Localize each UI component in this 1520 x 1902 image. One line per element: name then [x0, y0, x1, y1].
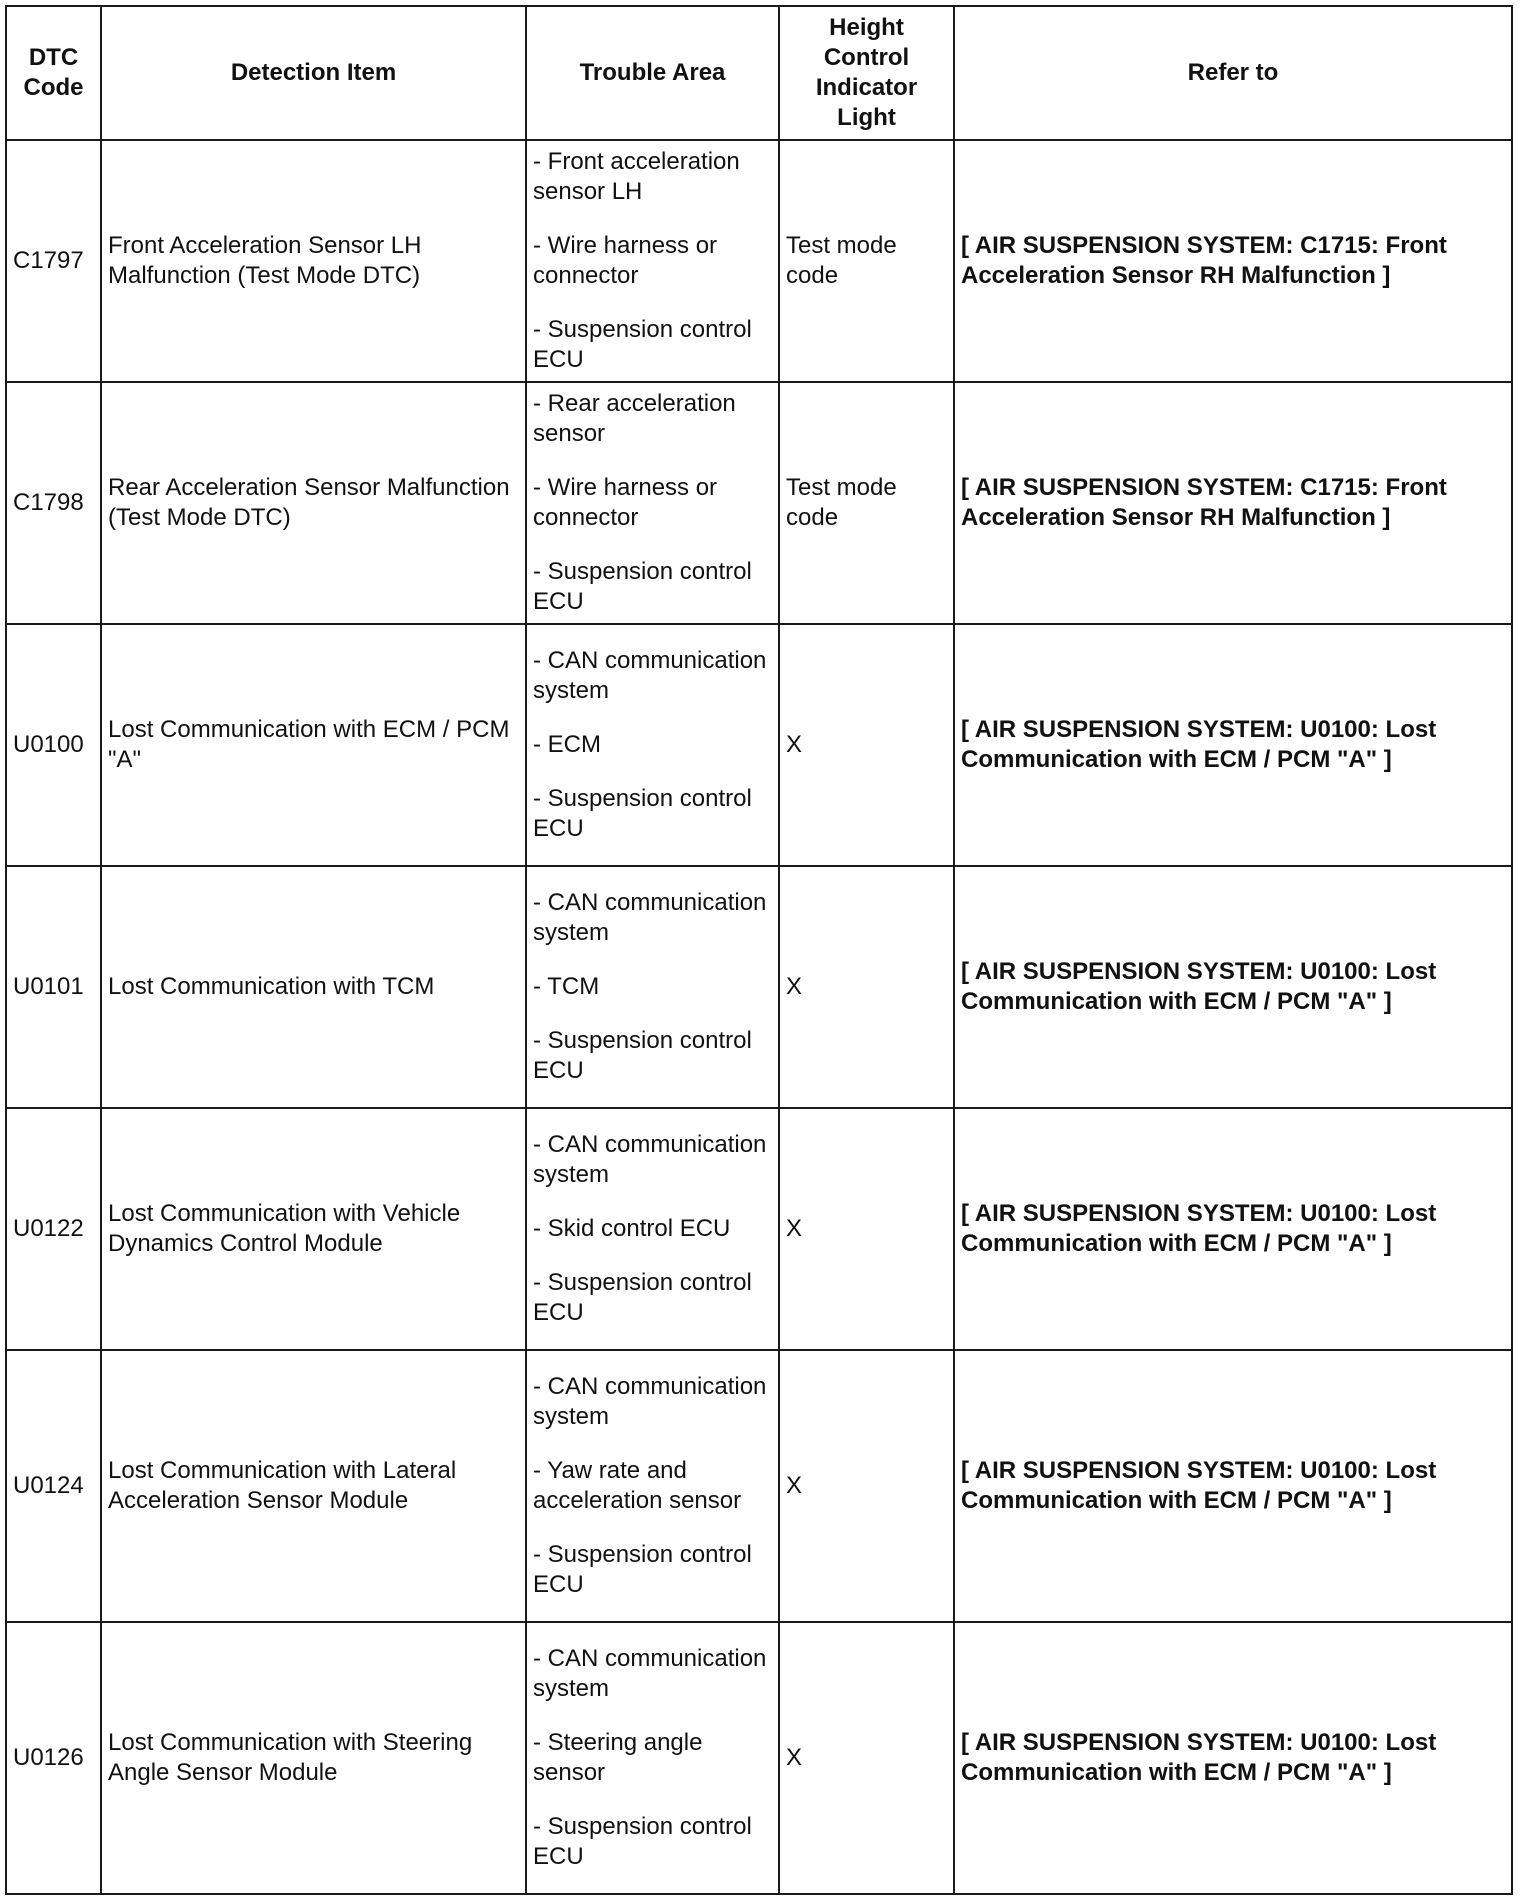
detection-item: Lost Communication with Steering Angle Sensor Module — [101, 1622, 526, 1894]
trouble-area — [526, 1108, 779, 1350]
header-trouble-area: Trouble Area — [526, 6, 779, 140]
indicator-light: X — [779, 624, 954, 866]
detection-item: Lost Communication with Vehicle Dynamics Control Module — [101, 1108, 526, 1350]
trouble-area-item: - Suspension control ECU — [533, 1027, 752, 1084]
trouble-area-item: - ECM — [533, 731, 601, 758]
indicator-light: Test mode code — [779, 382, 954, 624]
header-refer-to: Refer to — [954, 6, 1512, 140]
dtc-table-container — [5, 5, 1511, 1895]
indicator-light: X — [779, 1350, 954, 1622]
trouble-area — [526, 866, 779, 1108]
trouble-area-item: - CAN communication system — [533, 889, 767, 946]
trouble-area — [526, 382, 779, 624]
table-row — [6, 866, 1512, 1108]
dtc-table — [5, 5, 1513, 1895]
table-row — [6, 140, 1512, 382]
trouble-area — [526, 1350, 779, 1622]
refer-to-link[interactable]: [ AIR SUSPENSION SYSTEM: U0100: Lost Communication with ECM / PCM "A" ] — [954, 624, 1512, 866]
detection-item: Lost Communication with ECM / PCM "A" — [101, 624, 526, 866]
refer-to-link[interactable]: [ AIR SUSPENSION SYSTEM: U0100: Lost Communication with ECM / PCM "A" ] — [954, 1108, 1512, 1350]
trouble-area-item: - Front acceleration sensor LH — [533, 148, 740, 205]
detection-item: Front Acceleration Sensor LH Malfunction (Test Mode DTC) — [101, 140, 526, 382]
trouble-area-item: - Yaw rate and acceleration sensor — [533, 1457, 742, 1514]
trouble-area-item: - Suspension control ECU — [533, 785, 752, 842]
dtc-code: U0101 — [6, 866, 101, 1108]
trouble-area-item: - TCM — [533, 973, 600, 1000]
table-row — [6, 1350, 1512, 1622]
trouble-area-item: - Suspension control ECU — [533, 1813, 752, 1870]
trouble-area-item: - Skid control ECU — [533, 1215, 731, 1242]
trouble-area — [526, 1622, 779, 1894]
dtc-code: U0124 — [6, 1350, 101, 1622]
header-dtc-code: DTC Code — [6, 6, 101, 140]
refer-to-link[interactable]: [ AIR SUSPENSION SYSTEM: U0100: Lost Communication with ECM / PCM "A" ] — [954, 1622, 1512, 1894]
indicator-light: Test mode code — [779, 140, 954, 382]
indicator-light: X — [779, 866, 954, 1108]
refer-to-link[interactable]: [ AIR SUSPENSION SYSTEM: C1715: Front Acceleration Sensor RH Malfunction ] — [954, 140, 1512, 382]
trouble-area-item: - Suspension control ECU — [533, 1269, 752, 1326]
detection-item: Lost Communication with Lateral Acceleration Sensor Module — [101, 1350, 526, 1622]
trouble-area — [526, 624, 779, 866]
refer-to-link[interactable]: [ AIR SUSPENSION SYSTEM: C1715: Front Acceleration Sensor RH Malfunction ] — [954, 382, 1512, 624]
dtc-code: C1798 — [6, 382, 101, 624]
trouble-area-item: - Suspension control ECU — [533, 316, 752, 373]
table-row — [6, 1622, 1512, 1894]
table-row — [6, 382, 1512, 624]
trouble-area-item: - CAN communication system — [533, 1131, 767, 1188]
refer-to-link[interactable]: [ AIR SUSPENSION SYSTEM: U0100: Lost Communication with ECM / PCM "A" ] — [954, 866, 1512, 1108]
indicator-light: X — [779, 1108, 954, 1350]
trouble-area-item: - Wire harness or connector — [533, 232, 718, 289]
dtc-code: C1797 — [6, 140, 101, 382]
trouble-area-item: - Wire harness or connector — [533, 474, 718, 531]
table-row — [6, 1108, 1512, 1350]
header-indicator-light: Height Control Indicator Light — [779, 6, 954, 140]
dtc-code: U0122 — [6, 1108, 101, 1350]
header-row — [6, 6, 1512, 140]
trouble-area-item: - CAN communication system — [533, 647, 767, 704]
table-body — [6, 140, 1512, 1894]
trouble-area-item: - Suspension control ECU — [533, 1541, 752, 1598]
trouble-area-item: - Suspension control ECU — [533, 558, 752, 615]
trouble-area-item: - CAN communication system — [533, 1373, 767, 1430]
trouble-area-item: - CAN communication system — [533, 1645, 767, 1702]
trouble-area-item: - Steering angle sensor — [533, 1729, 703, 1786]
detection-item: Rear Acceleration Sensor Malfunction (Test Mode DTC) — [101, 382, 526, 624]
trouble-area-item: - Rear acceleration sensor — [533, 390, 736, 447]
indicator-light: X — [779, 1622, 954, 1894]
table-row — [6, 624, 1512, 866]
refer-to-link[interactable]: [ AIR SUSPENSION SYSTEM: U0100: Lost Communication with ECM / PCM "A" ] — [954, 1350, 1512, 1622]
detection-item: Lost Communication with TCM — [101, 866, 526, 1108]
trouble-area — [526, 140, 779, 382]
dtc-code: U0100 — [6, 624, 101, 866]
dtc-code: U0126 — [6, 1622, 101, 1894]
header-detection-item: Detection Item — [101, 6, 526, 140]
